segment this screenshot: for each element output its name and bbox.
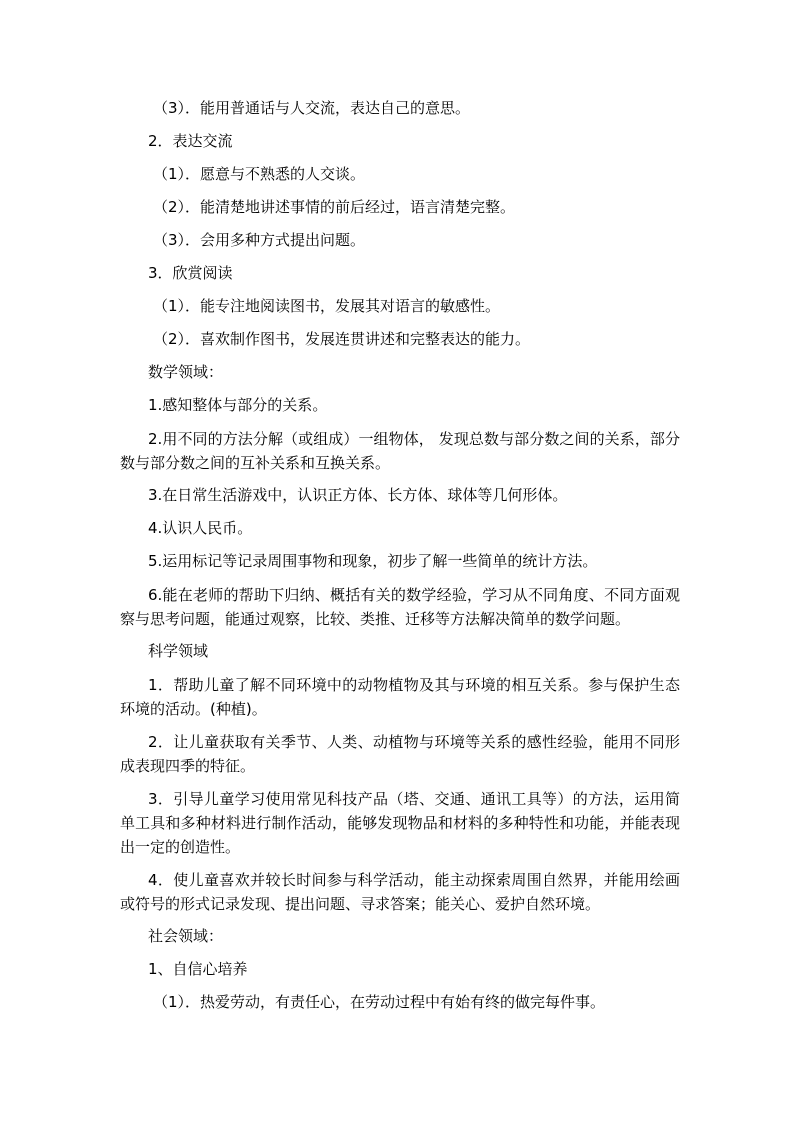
- paragraph-science-item-4: 4．使儿童喜欢并较长时间参与科学活动，能主动探索周围自然界，并能用绘画或符号的形式记录发现、提出问题、寻求答案；能关心、爱护自然环境。: [120, 871, 680, 913]
- heading-math-domain: 数学领域：: [148, 363, 224, 381]
- paragraph-language-item-3: （3）．能用普通话与人交流，表达自己的意思。: [153, 99, 471, 117]
- heading-science-domain: 科学领域: [148, 642, 209, 660]
- heading-expression-communication: 2．表达交流: [148, 132, 233, 150]
- paragraph-science-item-1: 1．帮助儿童了解不同环境中的动物植物及其与环境的相互关系。参与保护生态环境的活动。(种植)。: [120, 676, 680, 718]
- paragraph-math-item-4: 4.认识人民币。: [148, 519, 253, 537]
- paragraph-math-item-5: 5.运用标记等记录周围事物和现象，初步了解一些简单的统计方法。: [148, 552, 598, 570]
- paragraph-science-item-3: 3．引导儿童学习使用常见科技产品（塔、交通、通讯工具等）的方法，运用简单工具和多种材料进行制作活动，能够发现物品和材料的多种特性和功能，并能表现出一定的创造性。: [120, 790, 680, 856]
- paragraph-math-item-6: 6.能在老师的帮助下归纳、概括有关的数学经验，学习从不同角度、不同方面观察与思考问题，能通过观察，比较、类推、迁移等方法解决简单的数学问题。: [120, 586, 680, 628]
- paragraph-expression-item-1: （1）．愿意与不熟悉的人交谈。: [153, 165, 366, 183]
- paragraph-reading-item-1: （1）．能专注地阅读图书，发展其对语言的敏感性。: [153, 297, 501, 315]
- paragraph-math-item-3: 3.在日常生活游戏中，认识正方体、长方体、球体等几何形体。: [148, 486, 568, 504]
- paragraph-math-item-2: 2.用不同的方法分解（或组成）一组物体， 发现总数与部分数之间的关系，部分数与部分数之间的互补关系和互换关系。: [120, 430, 680, 472]
- heading-self-confidence: 1、自信心培养: [148, 960, 248, 978]
- paragraph-science-item-2: 2．让儿童获取有关季节、人类、动植物与环境等关系的感性经验，能用不同形成表现四季的特征。: [120, 733, 680, 775]
- paragraph-expression-item-3: （3）．会用多种方式提出问题。: [153, 231, 366, 249]
- paragraph-social-item-1: （1）．热爱劳动，有责任心，在劳动过程中有始有终的做完每件事。: [153, 993, 606, 1011]
- paragraph-math-item-1: 1.感知整体与部分的关系。: [148, 396, 328, 414]
- paragraph-expression-item-2: （2）．能清楚地讲述事情的前后经过，语言清楚完整。: [153, 198, 516, 216]
- paragraph-reading-item-2: （2）．喜欢制作图书，发展连贯讲述和完整表达的能力。: [153, 330, 531, 348]
- heading-appreciation-reading: 3．欣赏阅读: [148, 264, 233, 282]
- heading-social-domain: 社会领域：: [148, 927, 224, 945]
